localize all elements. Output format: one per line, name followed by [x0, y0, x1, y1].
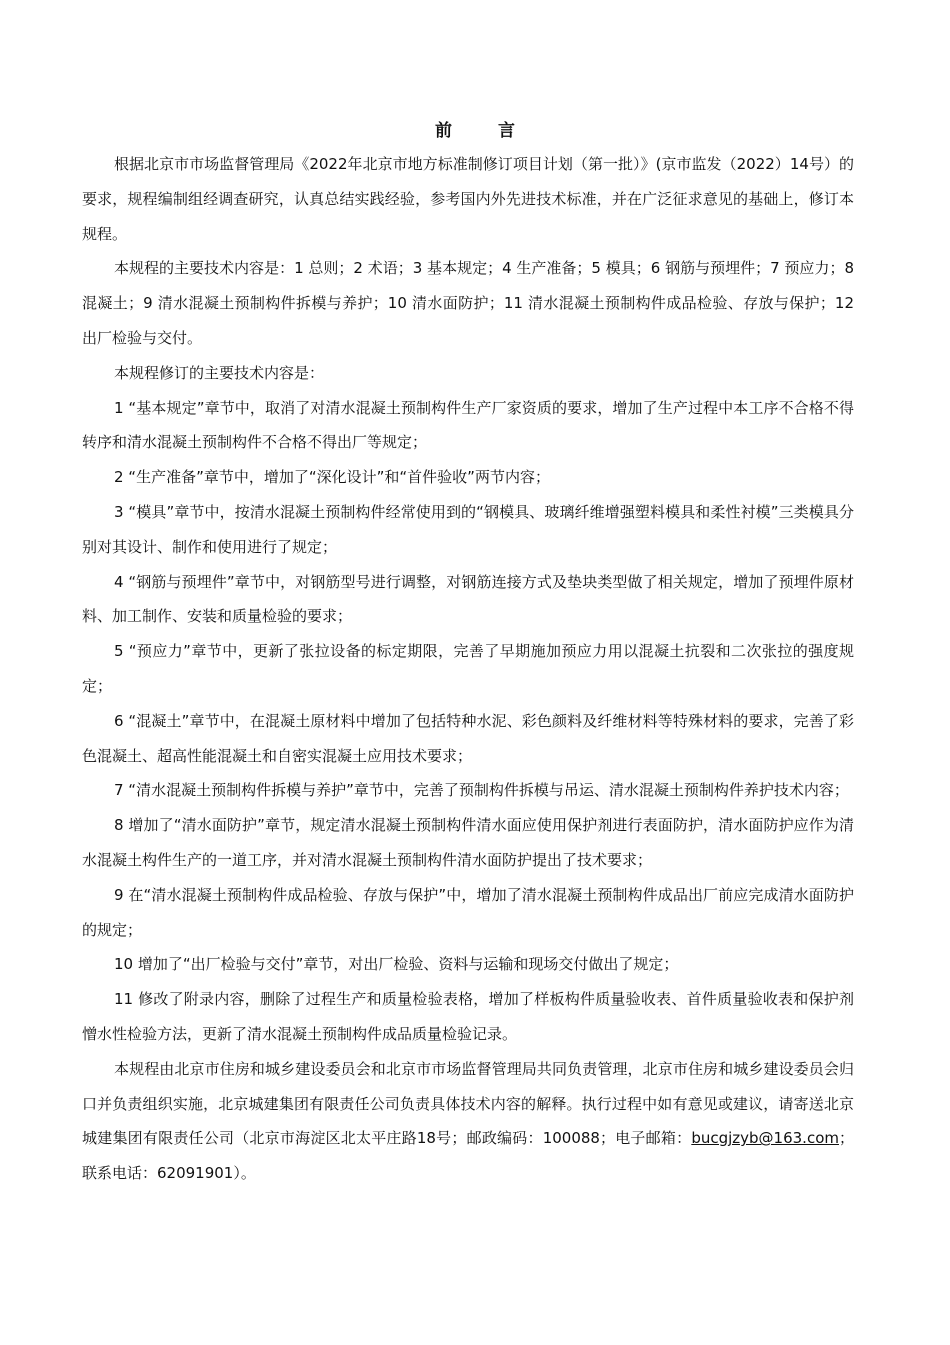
- revision-intro-paragraph: 本规程修订的主要技术内容是：: [114, 363, 325, 382]
- foreword-body: [82, 147, 854, 1191]
- revision-item: 10 增加了“出厂检验与交付”章节，对出厂检验、资料与运输和现场交付做出了规定；: [114, 955, 679, 974]
- revision-item: 5 “预应力”章节中，更新了张拉设备的标定期限，完善了早期施加预应力用以混凝土抗裂和二次张拉的强度规定；: [82, 642, 854, 695]
- email-link[interactable]: bucgjzyb@163.com: [691, 1129, 839, 1148]
- revision-item: 7 “清水混凝土预制构件拆模与养护”章节中，完善了预制构件拆模与吊运、清水混凝土预制构件养护技术内容；: [114, 781, 849, 800]
- contents-paragraph: 本规程的主要技术内容是：1 总则；2 术语；3 基本规定；4 生产准备；5 模具；6 钢筋与预埋件；7 预应力；8 混凝土；9 清水混凝土预制构件拆模与养护；10 清水面防护；11 清水混凝土预制构件成品检验、存放与保护；12 出厂检验与交付。: [82, 259, 854, 347]
- revision-item: 1 “基本规定”章节中，取消了对清水混凝土预制构件生产厂家资质的要求，增加了生产过程中本工序不合格不得转序和清水混凝土预制构件不合格不得出厂等规定；: [82, 398, 854, 452]
- revision-item: 8 增加了“清水面防护”章节，规定清水混凝土预制构件清水面应使用保护剂进行表面防护，清水面防护应作为清水混凝土构件生产的一道工序，并对清水混凝土预制构件清水面防护提出了技术要求；: [82, 816, 854, 869]
- intro-paragraph: 根据北京市市场监督管理局《2022年北京市地方标准制修订项目计划（第一批）》(京市监发（2022）14号）的要求，规程编制组经调查研究，认真总结实践经验，参考国内外先进技术标准，并在广泛征求意见的基础上，修订本规程。: [82, 155, 854, 243]
- revision-item: 6 “混凝土”章节中，在混凝土原材料中增加了包括特种水泥、彩色颜料及纤维材料等特殊材料的要求，完善了彩色混凝土、超高性能混凝土和自密实混凝土应用技术要求；: [82, 711, 854, 765]
- phone-text: ；联系电话：62091901）。: [82, 1129, 854, 1183]
- revision-item: 11 修改了附录内容，删除了过程生产和质量检验表格，增加了样板构件质量验收表、首件质量验收表和保护剂憎水性检验方法，更新了清水混凝土预制构件成品质量检验记录。: [82, 990, 854, 1043]
- revision-item: 4 “钢筋与预埋件”章节中，对钢筋型号进行调整，对钢筋连接方式及垫块类型做了相关规定，增加了预埋件原材料、加工制作、安装和质量检验的要求；: [82, 572, 854, 626]
- revision-item: 3 “模具”章节中，按清水混凝土预制构件经常使用到的“钢模具、玻璃纤维增强塑料模具和柔性衬模”三类模具分别对其设计、制作和使用进行了规定；: [82, 502, 854, 556]
- management-paragraph: [82, 1052, 854, 1191]
- page-title: 前 言: [435, 121, 535, 141]
- revision-item: 2 “生产准备”章节中，增加了“深化设计”和“首件验收”两节内容；: [114, 468, 550, 487]
- revision-item: 9 在“清水混凝土预制构件成品检验、存放与保护”中，增加了清水混凝土预制构件成品出厂前应完成清水面防护的规定；: [82, 885, 854, 939]
- management-text: 本规程由北京市住房和城乡建设委员会和北京市市场监督管理局共同负责管理，北京市住房和城乡建设委员会归口并负责组织实施，北京城建集团有限责任公司负责具体技术内容的解释。执行过程中如有意见或建议，请寄送北京城建集团有限责任公司（北京市海淀区北太平庄路18号；邮政编码：100088；电子邮箱：: [82, 1059, 854, 1148]
